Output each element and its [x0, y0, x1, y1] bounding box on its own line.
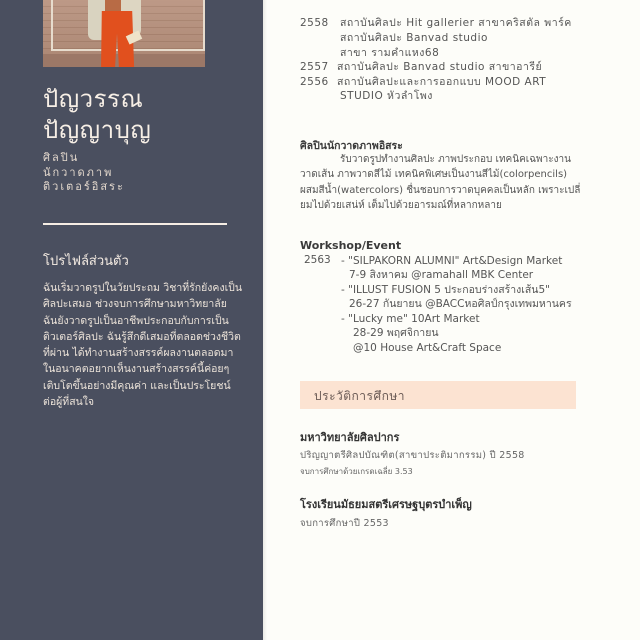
role-item: ติวเตอร์อิสระ [43, 180, 125, 193]
school-name: โรงเรียนมัธยมสตรีเศรษฐบุตรบำเพ็ญ [300, 498, 472, 511]
workshop-year: 2563 [304, 254, 331, 266]
profile-heading: โปรไฟล์ส่วนตัว [43, 254, 129, 269]
name-last: ปัญญาบุญ [43, 116, 152, 144]
experience-line: สาขา รามคำแหง68 [340, 47, 440, 59]
experience-line: สถาบันศิลปะและการออกแบบ MOOD ART [337, 76, 547, 88]
school-detail: ปริญญาตรีศิลปบัณฑิต(สาขาประติมากรรม) ปี 2558 [300, 450, 525, 461]
sidebar-shadow [263, 0, 267, 640]
freelance-text [300, 152, 582, 213]
workshop-line: - "Lucky me" 10Art Market [341, 313, 480, 325]
school-name: มหาวิทยาลัยศิลปากร [300, 431, 400, 444]
education-section-header [300, 381, 576, 409]
workshop-line: - "ILLUST FUSION 5 ประกอบร่างสร้างเส้น5" [341, 284, 550, 296]
workshop-line: @10 House Art&Craft Space [353, 342, 502, 354]
workshop-line: 7-9 สิงหาคม @ramahall MBK Center [349, 269, 534, 281]
person-name [43, 84, 253, 146]
experience-year: 2557 [300, 61, 329, 73]
name-first: ปัญวรรณ [43, 85, 144, 113]
roles-list [43, 151, 253, 195]
photo-shirt [105, 0, 121, 12]
sidebar-divider [43, 223, 227, 225]
role-item: ศิลปิน [43, 151, 80, 164]
workshop-line: 26-27 กันยายน @BACCหอศิลป์กรุงเทพมหานคร [349, 298, 572, 310]
school-note: จบการศึกษาด้วยเกรดเฉลี่ย 3.53 [300, 467, 413, 476]
education-heading: ประวัติการศึกษา [314, 389, 406, 403]
experience-year: 2556 [300, 76, 329, 88]
experience-line: สถาบันศิลปะ Banvad studio สาขาอารีย์ [337, 61, 543, 73]
workshop-line: - "SILPAKORN ALUMNI" Art&Design Market [341, 255, 563, 267]
school-detail: จบการศึกษาปี 2553 [300, 518, 389, 529]
sidebar [0, 0, 263, 640]
role-item: นักวาดภาพ [43, 165, 114, 179]
experience-line: สถาบันศิลปะ Hit gallerier สาขาคริสตัล พาร์ค [340, 17, 572, 29]
experience-year: 2558 [300, 17, 329, 29]
profile-photo [43, 0, 205, 67]
freelance-paragraph: รับวาดรูปทำงานศิลปะ ภาพประกอบ เทคนิคเฉพาะงานวาดเส้น ภาพวาดสีไม้ เทคนิคพิเศษเป็นงานสีไม้(colorpencils) ผสมสีน้ำ(watercolors) ชื่นชอบการวาดบุคคลเป็นหลัก เพราะเปลี่ยมไปด้วยเสน่ห์ เต็มไปด้วยอารมณ์ที่หลากหลาย [300, 154, 581, 211]
experience-line: สถาบันศิลปะ Banvad studio [340, 32, 488, 44]
workshop-heading: Workshop/Event [300, 239, 402, 252]
experience-line: STUDIO หัวลำโพง [340, 90, 433, 102]
freelance-heading: ศิลปินนักวาดภาพอิสระ [300, 140, 403, 152]
workshop-line: 28-29 พฤศจิกายน [353, 327, 439, 339]
profile-text: ฉันเริ่มวาดรูปในวัยประถม วิชาที่รักยังคงเป็นศิลปะเสมอ ช่วงจบการศึกษามหาวิทยาลัย ฉันยังวาดรูปเป็นอาชีพประกอบกับการเป็นติวเตอร์ศิลปะ ฉันรู้สึกดีเสมอที่ตลอดช่วงชีวิตที่ผ่าน ได้ทำงานสร้างสรรค์ผลงานตลอดมา ในอนาคตอยากเห็นงานสร้างสรรค์นี้ค่อยๆเติบโตขึ้นอย่างมีคุณค่า และเป็นประโยชน์ต่อผู้ที่สนใจ [43, 282, 243, 409]
